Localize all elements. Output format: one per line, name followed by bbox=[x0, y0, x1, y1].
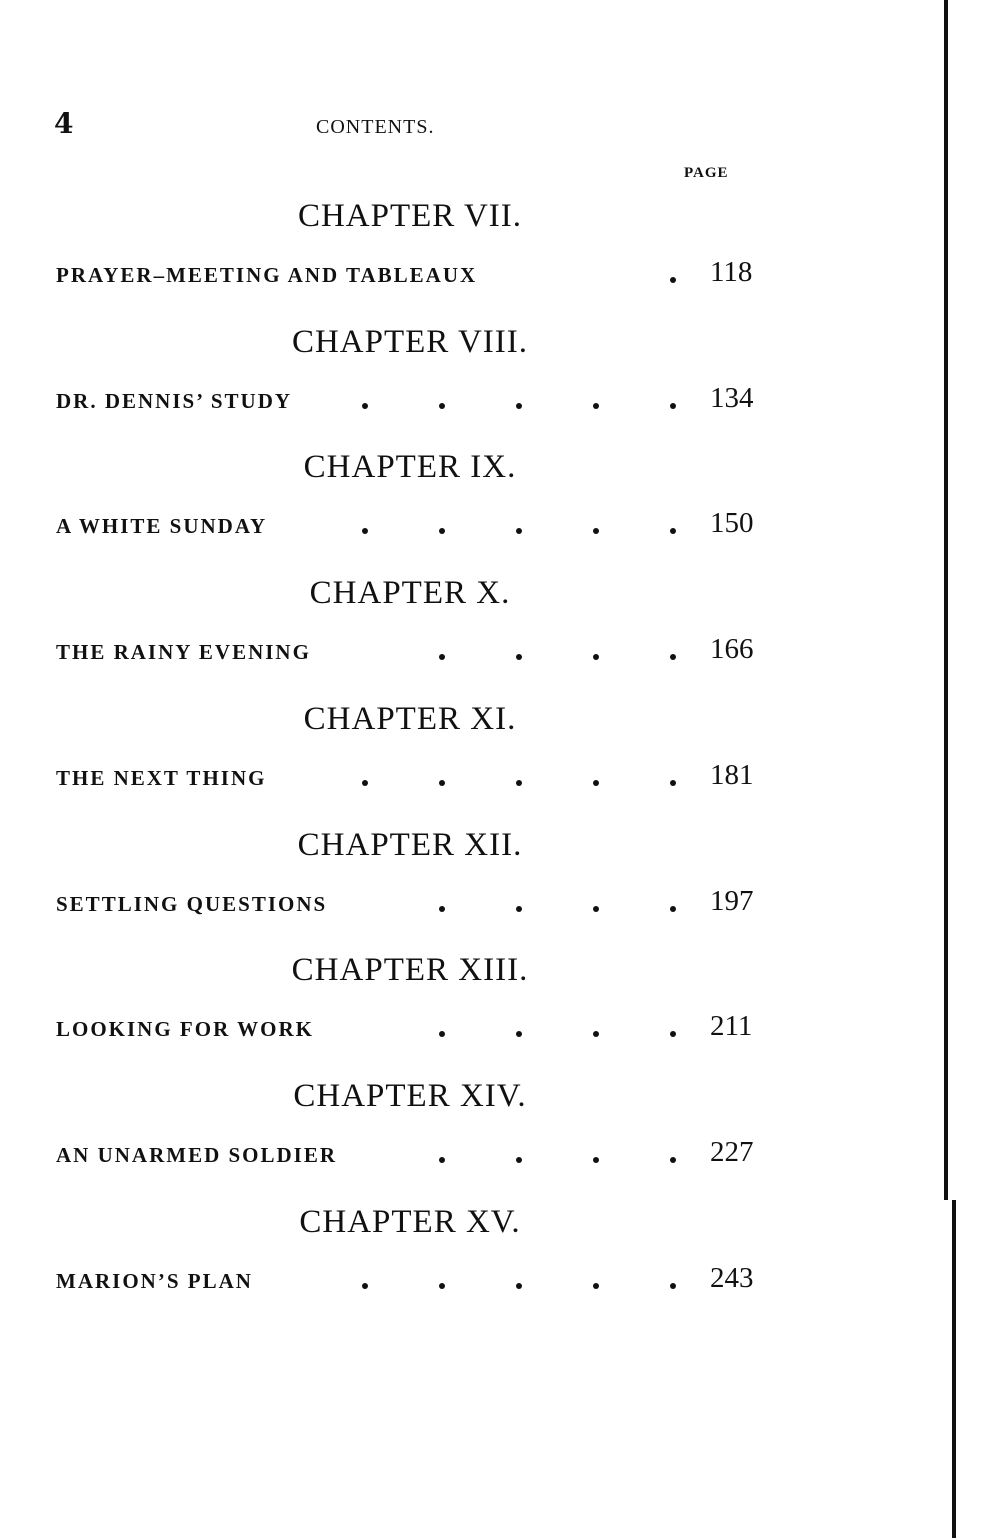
dot-leader bbox=[330, 1271, 680, 1295]
chapter-title: MARION’S PLAN bbox=[56, 1268, 253, 1293]
chapter-page-number: 118 bbox=[710, 256, 753, 288]
dot-leader bbox=[330, 265, 680, 289]
dot-leader bbox=[330, 642, 680, 666]
leader-dot bbox=[670, 528, 676, 534]
leader-dot bbox=[439, 906, 445, 912]
leader-dot bbox=[439, 780, 445, 786]
leader-dot bbox=[439, 1283, 445, 1289]
chapter-title: AN UNARMED SOLDIER bbox=[56, 1142, 338, 1167]
chapter-heading: CHAPTER X. bbox=[309, 575, 511, 612]
chapter-heading: CHAPTER IX. bbox=[303, 449, 517, 486]
leader-dot bbox=[362, 528, 368, 534]
leader-dot bbox=[593, 528, 599, 534]
binding-edge-line bbox=[944, 0, 948, 1200]
chapter-page-number: 197 bbox=[710, 884, 754, 917]
leader-dot bbox=[439, 654, 445, 660]
leader-dot bbox=[439, 403, 445, 409]
leader-dot bbox=[670, 906, 676, 912]
chapter-heading: CHAPTER XI. bbox=[303, 700, 517, 737]
dot-leader bbox=[330, 894, 680, 918]
chapter-title: LOOKING FOR WORK bbox=[56, 1017, 314, 1042]
leader-dot bbox=[516, 654, 522, 660]
chapter-title: DR. DENNIS’ STUDY bbox=[56, 388, 293, 413]
leader-dot bbox=[362, 403, 368, 409]
leader-dot bbox=[593, 1157, 599, 1163]
page-column-label: PAGE bbox=[684, 165, 729, 181]
leader-dot bbox=[670, 1283, 676, 1289]
leader-dot bbox=[516, 1031, 522, 1037]
leader-dot bbox=[516, 906, 522, 912]
leader-dot bbox=[593, 403, 599, 409]
leader-dot bbox=[516, 528, 522, 534]
chapter-page-number: 150 bbox=[710, 507, 754, 540]
chapter-title: SETTLING QUESTIONS bbox=[56, 891, 328, 916]
dot-leader bbox=[330, 391, 680, 415]
leader-dot bbox=[362, 780, 368, 786]
chapter-heading: CHAPTER VIII. bbox=[291, 323, 529, 360]
leader-dot bbox=[593, 654, 599, 660]
leader-dot bbox=[516, 1157, 522, 1163]
dot-leader bbox=[330, 768, 680, 792]
leader-dot bbox=[593, 1031, 599, 1037]
binding-edge-line-lower bbox=[952, 1200, 956, 1538]
chapter-page-number: 243 bbox=[710, 1261, 754, 1294]
leader-dot bbox=[670, 1157, 676, 1163]
chapter-heading: CHAPTER VII. bbox=[297, 198, 523, 234]
dot-leader bbox=[330, 516, 680, 540]
chapter-heading: CHAPTER XIII. bbox=[291, 952, 529, 989]
chapter-page-number: 227 bbox=[710, 1135, 754, 1168]
chapter-page-number: 166 bbox=[710, 633, 754, 666]
chapter-title: PRAYER–MEETING AND TABLEAUX bbox=[56, 263, 478, 287]
leader-dot bbox=[516, 403, 522, 409]
chapter-heading: CHAPTER XIV. bbox=[293, 1077, 527, 1114]
leader-dot bbox=[670, 780, 676, 786]
running-title: CONTENTS. bbox=[316, 116, 435, 138]
chapter-page-number: 211 bbox=[710, 1010, 753, 1043]
chapter-heading: CHAPTER XV. bbox=[299, 1203, 521, 1240]
leader-dot bbox=[670, 1031, 676, 1037]
chapter-title: THE RAINY EVENING bbox=[56, 640, 311, 665]
leader-dot bbox=[439, 528, 445, 534]
chapter-title: A WHITE SUNDAY bbox=[56, 514, 268, 539]
chapter-title: THE NEXT THING bbox=[56, 765, 267, 790]
dot-leader bbox=[330, 1019, 680, 1043]
chapter-heading: CHAPTER XII. bbox=[297, 826, 523, 863]
leader-dot bbox=[593, 780, 599, 786]
leader-dot bbox=[593, 906, 599, 912]
dot-leader bbox=[330, 1145, 680, 1169]
leader-dot bbox=[593, 1283, 599, 1289]
leader-dot bbox=[516, 1283, 522, 1289]
leader-dot bbox=[670, 403, 676, 409]
leader-dot bbox=[439, 1031, 445, 1037]
leader-dot bbox=[362, 1283, 368, 1289]
page-number: 4 bbox=[54, 107, 74, 140]
leader-dot bbox=[670, 654, 676, 660]
chapter-page-number: 181 bbox=[710, 758, 754, 791]
leader-dot bbox=[439, 1157, 445, 1163]
leader-dot bbox=[516, 780, 522, 786]
leader-dot bbox=[670, 277, 676, 283]
chapter-page-number: 134 bbox=[710, 381, 754, 414]
